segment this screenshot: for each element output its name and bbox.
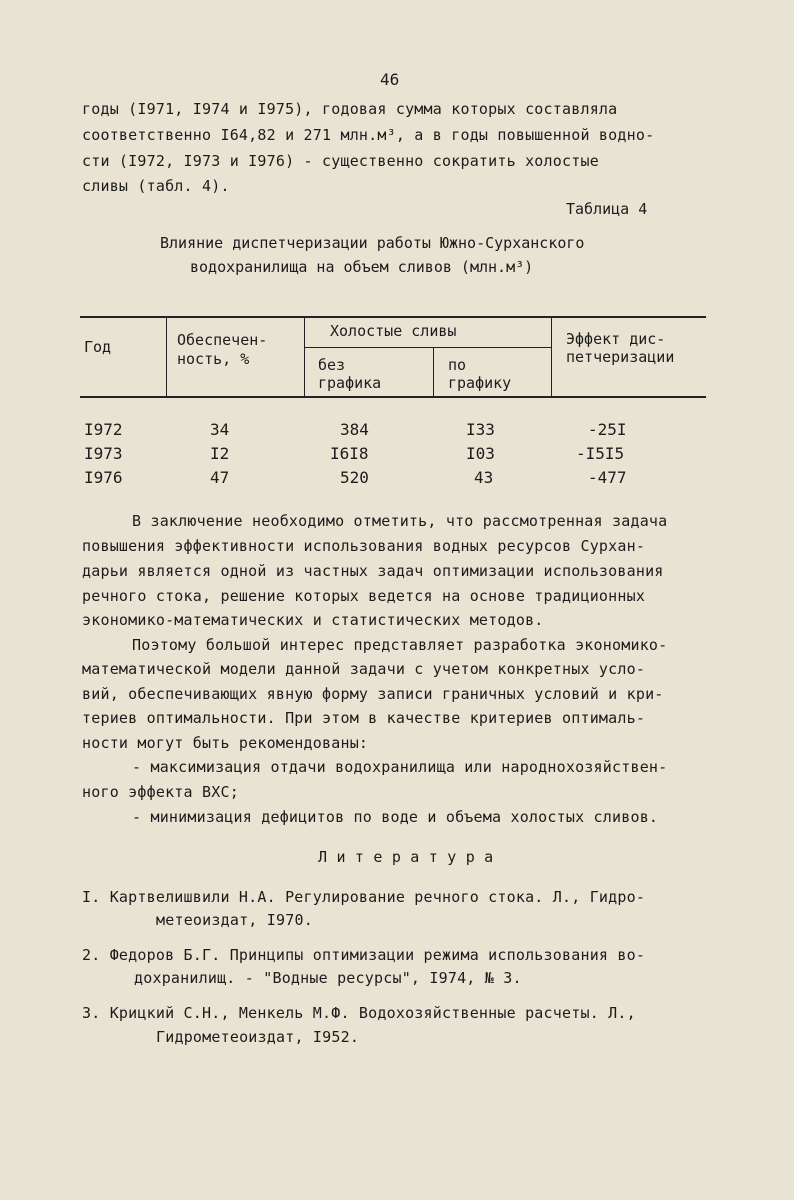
body-line: - минимизация дефицитов по воде и объема холостых сливов. bbox=[132, 808, 659, 826]
table-label: Таблица 4 bbox=[566, 200, 648, 218]
cell-effect: -I5I5 bbox=[576, 444, 625, 463]
cell-year: I972 bbox=[84, 420, 123, 439]
cell-with: I33 bbox=[466, 420, 495, 439]
table-col-divider bbox=[166, 316, 167, 396]
cell-year: I976 bbox=[84, 468, 123, 487]
cell-without: I6I8 bbox=[330, 444, 369, 463]
table-col-divider bbox=[551, 316, 552, 396]
body-line: вий, обеспечивающих явную форму записи граничных условий и кри- bbox=[82, 685, 664, 703]
cell-supply: 34 bbox=[210, 420, 230, 439]
table-top-rule bbox=[80, 316, 706, 318]
intro-line: сти (I972, I973 и I976) - существенно сократить холостые bbox=[82, 152, 599, 170]
reference-item: I. Картвелишвили Н.А. Регулирование речного стока. Л., Гидро- bbox=[82, 888, 646, 906]
body-line: ного эффекта ВХС; bbox=[82, 783, 239, 801]
body-line: - максимизация отдачи водохранилища или народнохозяйствен- bbox=[132, 758, 668, 776]
header-effect: петчеризации bbox=[566, 348, 675, 366]
header-year: Год bbox=[84, 338, 112, 356]
reference-item: 3. Крицкий С.Н., Менкель М.Ф. Водохозяйственные расчеты. Л., bbox=[82, 1004, 636, 1022]
header-idle-discharges: Холостые сливы bbox=[330, 322, 457, 340]
table-subheader-rule bbox=[304, 347, 551, 348]
intro-line: сливы (табл. 4). bbox=[82, 177, 230, 195]
header-by-schedule: по bbox=[448, 356, 467, 374]
table-col-divider bbox=[304, 316, 305, 396]
reference-item: метеоиздат, I970. bbox=[156, 911, 313, 929]
page-number: 46 bbox=[380, 70, 400, 89]
conclusion-line: В заключение необходимо отметить, что рассмотренная задача bbox=[132, 512, 668, 530]
header-supply: ность, % bbox=[177, 350, 250, 368]
table-col-divider bbox=[433, 347, 434, 396]
intro-line: соответственно I64,82 и 271 млн.м³, а в годы повышенной водно- bbox=[82, 126, 655, 144]
reference-item: 2. Федоров Б.Г. Принципы оптимизации режима использования во- bbox=[82, 946, 646, 964]
table-title-line: Влияние диспетчеризации работы Южно-Сурханского bbox=[160, 234, 585, 252]
conclusion-line: повышения эффективности использования водных ресурсов Сурхан- bbox=[82, 537, 646, 555]
cell-year: I973 bbox=[84, 444, 123, 463]
table-header-bottom-rule bbox=[80, 396, 706, 398]
references-heading: Л и т е р а т у р а bbox=[318, 848, 494, 866]
cell-effect: -477 bbox=[588, 468, 627, 487]
intro-line: годы (I971, I974 и I975), годовая сумма которых составляла bbox=[82, 100, 618, 118]
cell-supply: 47 bbox=[210, 468, 230, 487]
header-without-schedule: графика bbox=[318, 374, 382, 392]
reference-item: Гидрометеоиздат, I952. bbox=[156, 1028, 360, 1046]
header-by-schedule: графику bbox=[448, 374, 512, 392]
cell-with: I03 bbox=[466, 444, 495, 463]
table-title-line: водохранилища на объем сливов (млн.м³) bbox=[190, 258, 534, 276]
body-line: Поэтому большой интерес представляет разработка экономико- bbox=[132, 636, 668, 654]
header-effect: Эффект дис- bbox=[566, 330, 666, 348]
body-line: математической модели данной задачи с учетом конкретных усло- bbox=[82, 660, 646, 678]
cell-with: 43 bbox=[474, 468, 494, 487]
cell-effect: -25I bbox=[588, 420, 627, 439]
header-supply: Обеспечен- bbox=[177, 331, 268, 349]
cell-without: 384 bbox=[340, 420, 369, 439]
cell-without: 520 bbox=[340, 468, 369, 487]
header-without-schedule: без bbox=[318, 356, 346, 374]
conclusion-line: экономико-математических и статистических методов. bbox=[82, 611, 544, 629]
conclusion-line: дарьи является одной из частных задач оптимизации использования bbox=[82, 562, 664, 580]
body-line: ности могут быть рекомендованы: bbox=[82, 734, 369, 752]
body-line: териев оптимальности. При этом в качестве критериев оптималь- bbox=[82, 709, 646, 727]
conclusion-line: речного стока, решение которых ведется на основе традиционных bbox=[82, 587, 646, 605]
cell-supply: I2 bbox=[210, 444, 230, 463]
reference-item: дохранилищ. - "Водные ресурсы", I974, № 3. bbox=[134, 969, 522, 987]
